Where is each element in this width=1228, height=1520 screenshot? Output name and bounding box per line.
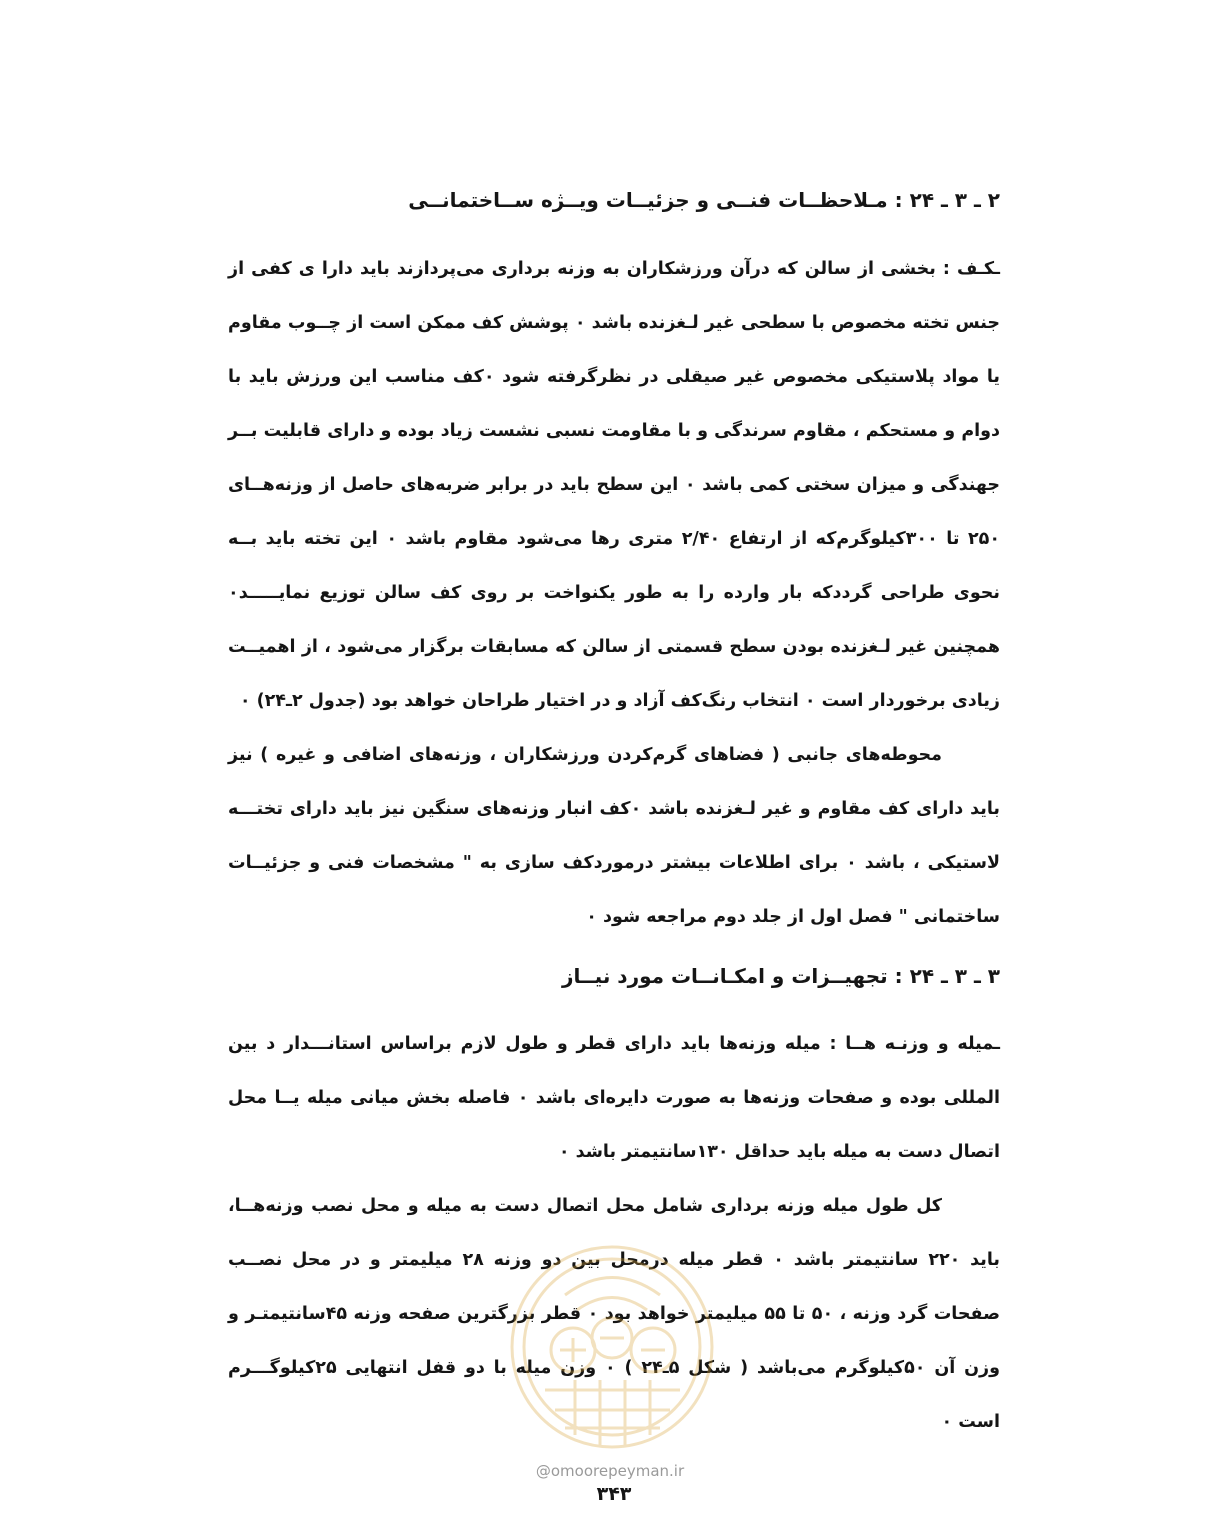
paragraph-side-areas [228,728,1000,944]
page-number: ۳۴۳ [596,1483,632,1505]
paragraph-text-barbell: میله وزنه‌ها باید دارای قطر و طول لازم براساس استانـــدار د بین المللی بوده و صفحات وزنه‌ها به صورت دایره‌ای باشد ۰ فاصله بخش میانی میله یــا محل اتصال دست به میله باید حداقل ۱۳۰سانتیمتر باشد ۰ [228,1034,1001,1162]
paragraph-barbell-length [228,1179,1000,1449]
site-watermark-text: @omoorepeyman.ir [535,1462,685,1480]
section-heading-technical-details: ۲ ـ ۳ ـ ۲۴ : مـلاحظــات فنــی و جزئیــات ویــژه ســاختمانــی [408,188,1000,212]
paragraph-floor [228,242,1000,728]
paragraph-lead-floor: ـکـف : [942,259,1000,279]
paragraph-text-floor: بخشی از سالن که درآن ورزشکاران به وزنه برداری می‌پردازند باید دارا ی کفی از جنس تخته مخصوص با سطحی غیر لـغزنده باشد ۰ پوشش کف ممکن است از چــوب مقاوم یا مواد پلاستیکی مخصوص غیر صیقلی در نظرگرفته شود ۰کف مناسب این ورزش باید با دوام و مستحکم ، مقاوم سرندگی و با مقاومت نسبی نشست زیاد بوده و دارای قابلیت بــر جهندگی و میزان سختی کمی باشد ۰ این سطح باید در برابر ضربه‌های حاصل از وزنه‌هــای ۲۵۰ تا ۳۰۰کیلوگرم‌که از ارتفاع ۲/۴۰ متری رها می‌شود مقاوم باشد ۰ این تخته باید بــه نحوی طراحی گردد‌که بار وارده را به طور یکنواخت بر روی کف سالن توزیع نمایـــــد۰ همچنین غیر لـغزنده بودن سطح قسمتی از سالن که مسابقات برگزار می‌شود ، از اهمیــت زیادی برخوردار است ۰ انتخاب رنگ‌کف آزاد و در اختیار طراحان خواهد بود (جدول ۲ـ۲۴) ۰ [228,259,1001,711]
section-body-technical-details [228,242,1000,944]
section-heading-equipment: ۳ ـ ۳ ـ ۲۴ : تجهیــزات و امکـانــات مورد نیــاز [561,964,1000,988]
section-body-equipment [228,1017,1000,1449]
paragraph-barbell [228,1017,1000,1179]
paragraph-text-side-areas: محوطه‌های جانبی ( فضاهای گرم‌کردن ورزشکاران ، وزنه‌های اضافی و غیره ) نیز باید دارای کف مقاوم و غیر لـغزنده باشد ۰کف انبار وزنه‌های سنگین نیز باید دارای تختـــه لاستیکی ، باشد ۰ برای اطلاعات بیشتر درمورد‌کف سازی به " مشخصات فنی و جزئیــات ساختمانی " فصل اول از جلد دوم مراجعه شود ۰ [228,745,1001,927]
paragraph-lead-barbell: ـمیله و وزنـه هــا : [829,1034,1000,1054]
paragraph-text-barbell-length: کل طول میله وزنه برداری شامل محل اتصال دست به میله و محل نصب وزنه‌هــا، باید ۲۲۰ سانتیمتر باشد ۰ قطر میله درمحل بین دو وزنه ۲۸ میلیمتر و در محل نصــب صفحات گرد وزنه ، ۵۰ تا ۵۵ میلیمتر خواهد بود ۰ قطر بزرگترین صفحه وزنه ۴۵سانتیمتـر و وزن آن ۵۰کیلوگرم می‌باشد ( شکل ۵ـ۲۴ ) ۰ وزن میله با دو قفل انتهایی ۲۵کیلوگـــرم است ۰ [228,1196,1001,1432]
